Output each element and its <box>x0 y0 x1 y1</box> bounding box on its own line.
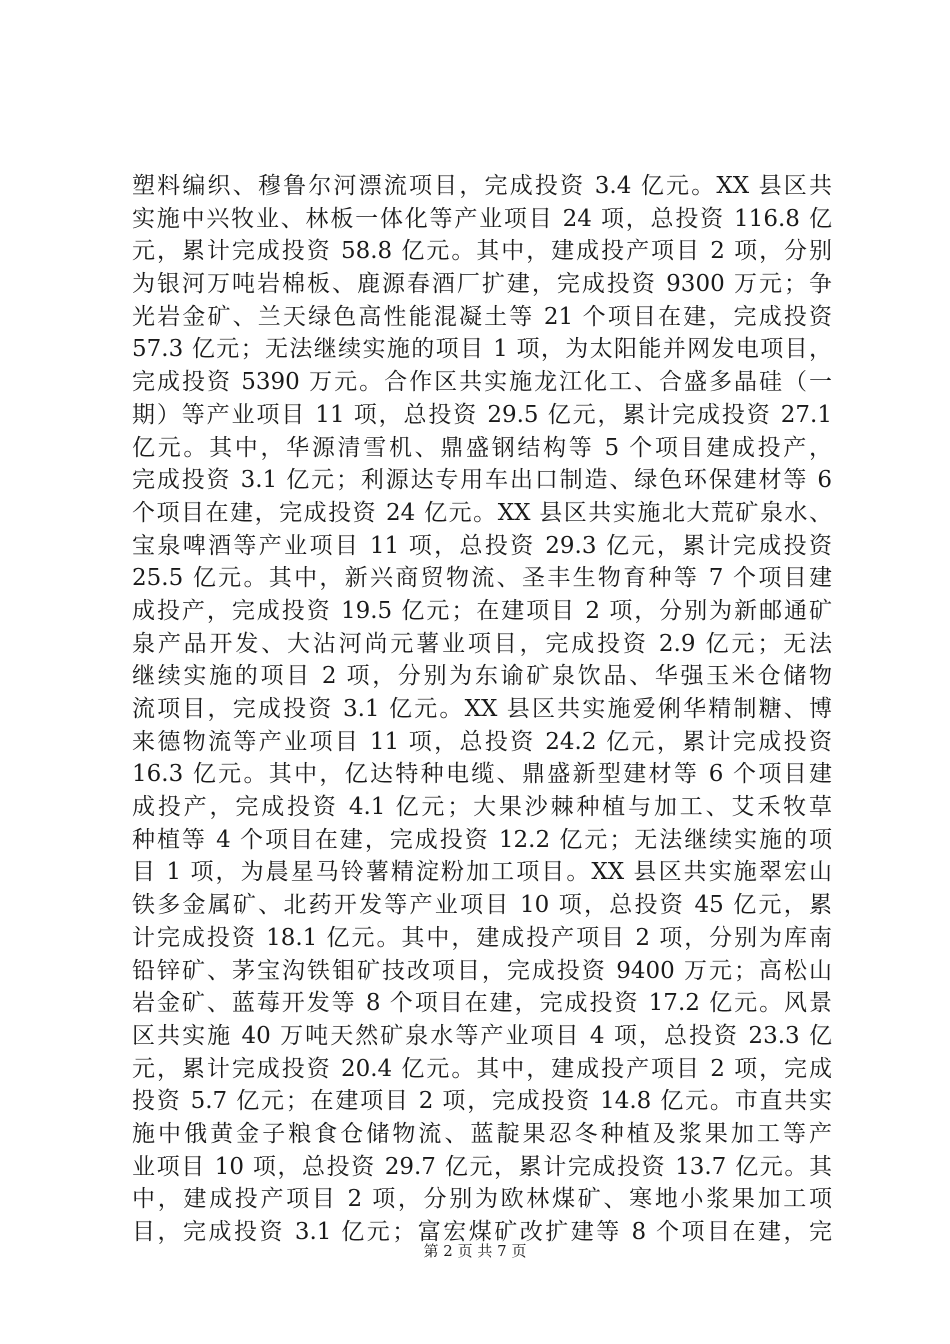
text-line: 施中俄黄金子粮食仓储物流、蓝靛果忍冬种植及浆果加工等产 <box>132 1120 832 1147</box>
text-line: 期）等产业项目 11 项，总投资 29.5 亿元，累计完成投资 27.1 <box>132 401 832 428</box>
text-line: 种植等 4 个项目在建，完成投资 12.2 亿元；无法继续实施的项 <box>132 826 832 853</box>
text-line: 目 1 项，为晨星马铃薯精淀粉加工项目。XX 县区共实施翠宏山 <box>132 859 832 886</box>
text-line: 投资 5.7 亿元；在建项目 2 项，完成投资 14.8 亿元。市直共实 <box>132 1088 832 1115</box>
text-line: 目，完成投资 3.1 亿元；富宏煤矿改扩建等 8 个项目在建，完 <box>132 1219 832 1245</box>
text-line: 流项目，完成投资 3.1 亿元。XX 县区共实施爱俐华精制糖、博 <box>132 696 832 722</box>
text-line: 成投产，完成投资 4.1 亿元；大果沙棘种植与加工、艾禾牧草 <box>132 794 832 821</box>
text-line: 完成投资 3.1 亿元；利源达专用车出口制造、绿色环保建材等 6 <box>132 467 832 494</box>
text-line: 个项目在建，完成投资 24 亿元。XX 县区共实施北大荒矿泉水、 <box>132 499 832 526</box>
text-line: 中，建成投产项目 2 项，分别为欧林煤矿、寒地小浆果加工项 <box>132 1186 832 1213</box>
text-line: 16.3 亿元。其中，亿达特种电缆、鼎盛新型建材等 6 个项目建 <box>132 761 832 788</box>
text-line: 元，累计完成投资 20.4 亿元。其中，建成投产项目 2 项，完成 <box>132 1055 832 1082</box>
text-line: 宝泉啤酒等产业项目 11 项，总投资 29.3 亿元，累计完成投资 <box>132 532 832 559</box>
text-line: 成投产，完成投资 19.5 亿元；在建项目 2 项，分别为新邮通矿 <box>132 597 832 624</box>
text-line: 实施中兴牧业、林板一体化等产业项目 24 项，总投资 116.8 亿 <box>132 205 832 232</box>
text-line: 完成投资 5390 万元。合作区共实施龙江化工、合盛多晶硅（一 <box>132 369 832 396</box>
page-footer <box>0 1240 950 1261</box>
page-number-label: 第 2 页 共 7 页 <box>423 1242 527 1260</box>
text-line: 泉产品开发、大沾河尚元薯业项目，完成投资 2.9 亿元；无法 <box>132 630 832 657</box>
text-line: 元，累计完成投资 58.8 亿元。其中，建成投产项目 2 项，分别 <box>132 238 832 265</box>
text-line: 57.3 亿元；无法继续实施的项目 1 项，为太阳能并网发电项目， <box>132 336 832 363</box>
text-line: 计完成投资 18.1 亿元。其中，建成投产项目 2 项，分别为库南 <box>132 924 832 951</box>
text-line: 铁多金属矿、北药开发等产业项目 10 项，总投资 45 亿元，累 <box>132 892 832 919</box>
body-paragraph <box>132 170 832 1249</box>
text-line: 业项目 10 项，总投资 29.7 亿元，累计完成投资 13.7 亿元。其 <box>132 1153 832 1180</box>
text-line: 区共实施 40 万吨天然矿泉水等产业项目 4 项，总投资 23.3 亿 <box>132 1022 832 1049</box>
text-line: 岩金矿、蓝莓开发等 8 个项目在建，完成投资 17.2 亿元。风景 <box>132 990 832 1017</box>
text-line: 铅锌矿、茅宝沟铁钼矿技改项目，完成投资 9400 万元；高松山 <box>132 957 832 984</box>
text-line: 25.5 亿元。其中，新兴商贸物流、圣丰生物育种等 7 个项目建 <box>132 565 832 592</box>
text-line: 为银河万吨岩棉板、鹿源春酒厂扩建，完成投资 9300 万元；争 <box>132 271 832 298</box>
text-line: 亿元。其中，华源清雪机、鼎盛钢结构等 5 个项目建成投产， <box>132 434 832 461</box>
text-line: 光岩金矿、兰天绿色高性能混凝土等 21 个项目在建，完成投资 <box>132 303 832 330</box>
text-line: 塑料编织、穆鲁尔河漂流项目，完成投资 3.4 亿元。XX 县区共 <box>132 173 832 199</box>
text-line: 继续实施的项目 2 项，分别为东谕矿泉饮品、华强玉米仓储物 <box>132 663 832 690</box>
text-line: 来德物流等产业项目 11 项，总投资 24.2 亿元，累计完成投资 <box>132 728 832 755</box>
